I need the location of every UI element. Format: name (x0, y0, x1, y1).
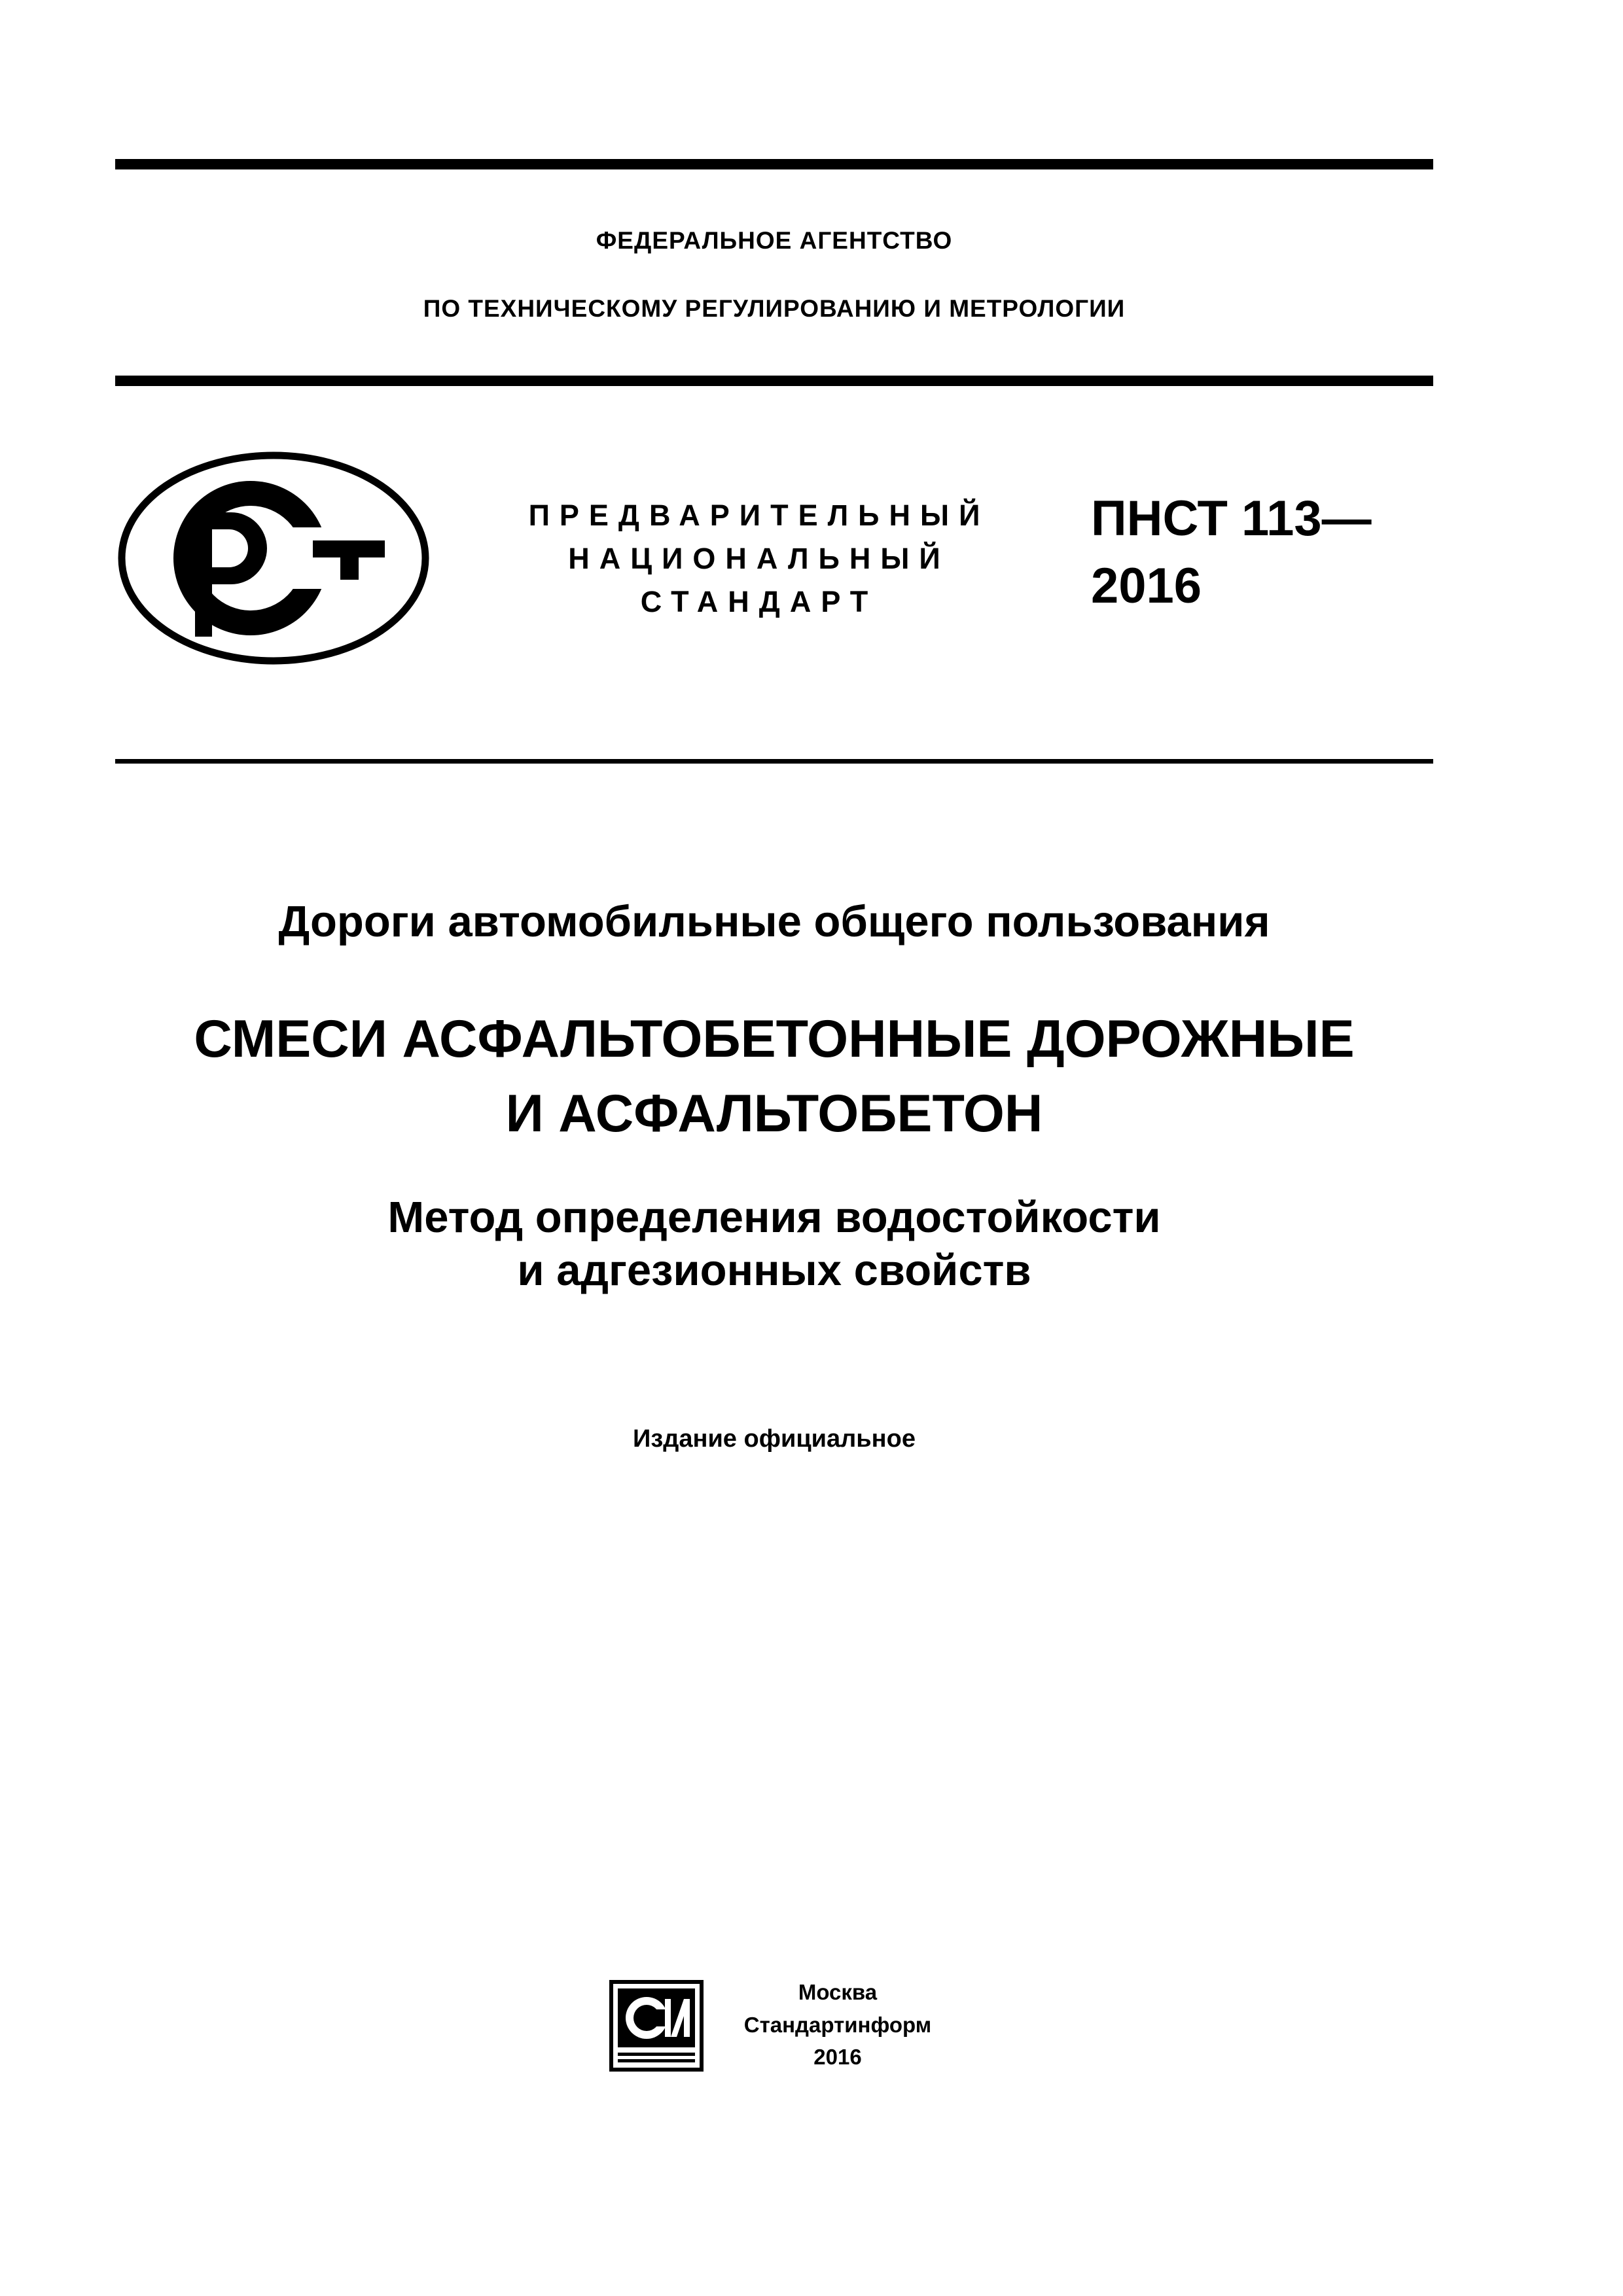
title-main-line-2: И АСФАЛЬТОБЕТОН (505, 1084, 1043, 1143)
bottom-rule (115, 759, 1433, 764)
gost-r-logo-icon (116, 450, 431, 666)
standartinform-logo-icon (609, 1979, 704, 2072)
publisher-name: Стандартинформ (743, 2013, 932, 2037)
top-rule (115, 159, 1433, 169)
middle-rule (115, 376, 1433, 386)
publisher-year: 2016 (813, 2045, 862, 2069)
agency-line-2: ПО ТЕХНИЧЕСКОМУ РЕГУЛИРОВАНИЮ И МЕТРОЛОГИИ (423, 295, 1126, 322)
standard-type-line-2: НАЦИОНАЛЬНЫЙ (568, 542, 950, 575)
agency-line-1: ФЕДЕРАЛЬНОЕ АГЕНТСТВО (596, 227, 953, 254)
publisher-city: Москва (798, 1980, 878, 2004)
standard-type-line-3: СТАНДАРТ (640, 585, 878, 618)
title-subtitle-line-1: Метод определения водостойкости (387, 1193, 1161, 1242)
edition-label: Издание официальное (633, 1425, 916, 1453)
title-general: Дороги автомобильные общего пользования (278, 897, 1270, 946)
title-main-line-1: СМЕСИ АСФАЛЬТОБЕТОННЫЕ ДОРОЖНЫЕ (194, 1010, 1355, 1069)
standard-year: 2016 (1091, 558, 1202, 614)
title-subtitle-line-2: и адгезионных свойств (517, 1246, 1031, 1295)
standard-type-line-1: ПРЕДВАРИТЕЛЬНЫЙ (528, 499, 990, 532)
standard-code: ПНСТ 113— (1091, 491, 1372, 546)
